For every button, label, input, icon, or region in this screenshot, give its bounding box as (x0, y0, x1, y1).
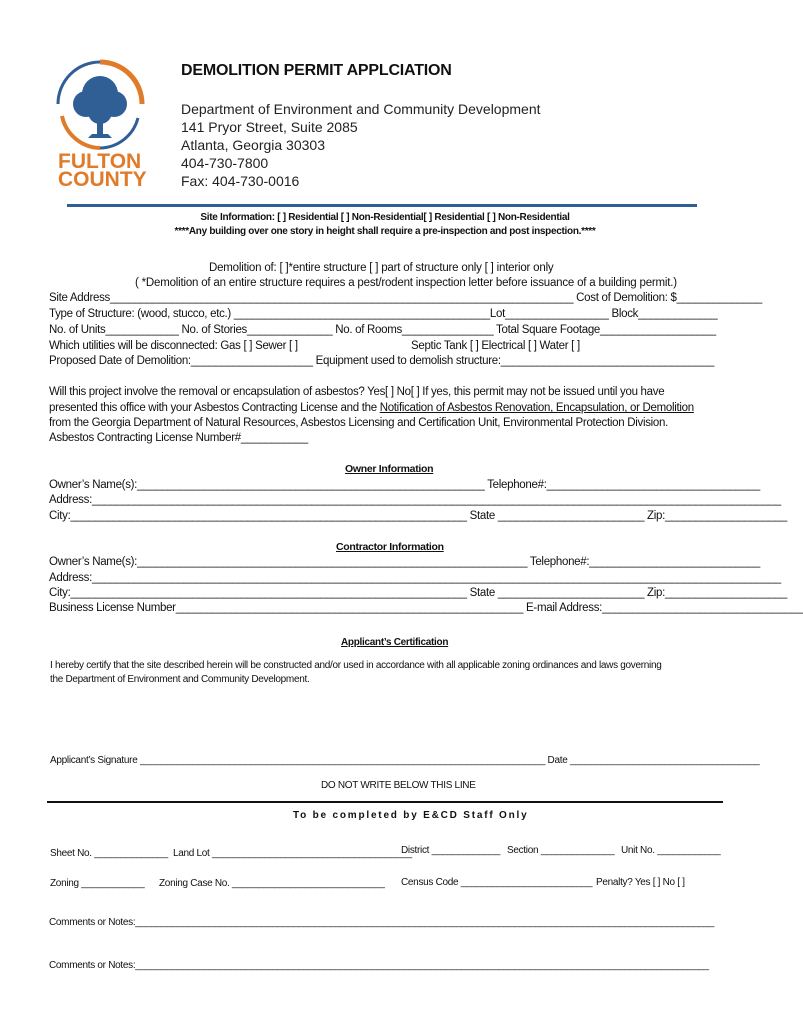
logo-text-fulton: FULTON (58, 150, 142, 173)
comments-notes-field-2[interactable]: Comments or Notes:_____________________________________________________________________________________________________________ (49, 960, 709, 971)
tree-seal-icon (52, 58, 148, 158)
logo-text-county: COUNTY (58, 168, 147, 191)
city-state-zip: Atlanta, Georgia 30303 (181, 137, 325, 153)
asbestos-license-text: presented this office with your Asbestos Contracting License and the (49, 402, 380, 414)
certification-text-line2: the Department of Environment and Community Development. (50, 674, 310, 685)
contractor-address-field[interactable]: Address:_________________________________________________________________________________________________________________ (49, 572, 781, 584)
pest-inspection-note: ( *Demolition of an entire structure requires a pest/rodent inspection letter before issuance of a building permit.) (135, 277, 677, 289)
type-of-structure-field[interactable]: Type of Structure: (wood, stucco, etc.) __________________________________________Lot_________________ Block_____________ (49, 308, 718, 320)
district-field[interactable]: District _____________ (401, 845, 501, 856)
asbestos-question[interactable]: Will this project involve the removal or encapsulation of asbestos? Yes[ ] No[ ] If yes, this permit may not be issued until you have (49, 386, 665, 398)
owner-address-field[interactable]: Address:_________________________________________________________________________________________________________________ (49, 494, 781, 506)
business-license-email-field[interactable]: Business License Number_________________________________________________________ E-mail Address:_________________________________ (49, 602, 803, 614)
sheet-no-field[interactable]: Sheet No. ______________ (50, 848, 168, 859)
land-lot-field[interactable]: Land Lot ______________________________________ (173, 848, 412, 859)
zoning-case-no-field[interactable]: Zoning Case No. _____________________________ (159, 878, 385, 889)
fax-number: Fax: 404-730-0016 (181, 173, 300, 189)
unit-no-field[interactable]: Unit No. ____________ (621, 845, 721, 856)
asbestos-department-note: from the Georgia Department of Natural Resources, Asbestos Licensing and Certification Unit, Environmental Protection Division. (49, 417, 668, 429)
applicant-signature-date-field[interactable]: Applicant’s Signature _____________________________________________________________________________ Date ____________________________________ (50, 755, 760, 766)
owner-city-state-zip-field[interactable]: City:_________________________________________________________________ State ________________________ Zip:____________________ (49, 510, 787, 522)
fulton-county-logo (52, 58, 148, 191)
contractor-city-state-zip-field[interactable]: City:_________________________________________________________________ State ________________________ Zip:____________________ (49, 587, 787, 599)
demolition-of-options[interactable]: Demolition of: [ ]*entire structure [ ] part of structure only [ ] interior only (209, 262, 554, 274)
phone-number: 404-730-7800 (181, 155, 269, 171)
comments-notes-field-1[interactable]: Comments or Notes:______________________________________________________________________________________________________________ (49, 917, 715, 928)
do-not-write-notice: DO NOT WRITE BELOW THIS LINE (321, 780, 476, 791)
utilities-septic-electrical-water[interactable]: Septic Tank [ ] Electrical [ ] Water [ ] (411, 340, 580, 352)
proposed-date-field[interactable]: Proposed Date of Demolition:____________________ Equipment used to demolish structure:___________________________________ (49, 355, 715, 367)
contractor-information-heading: Contractor Information (336, 541, 444, 553)
applicant-certification-heading: Applicant’s Certification (341, 637, 449, 648)
street-address: 141 Pryor Street, Suite 2085 (181, 119, 358, 135)
site-address-field[interactable]: Site Address____________________________________________________________________________ Cost of Demolition: $______________ (49, 292, 762, 304)
penalty-checkboxes[interactable]: Penalty? Yes [ ] No [ ] (596, 877, 685, 888)
asbestos-notification-link[interactable]: Notification of Asbestos Renovation, Encapsulation, or Demolition (379, 402, 694, 414)
certification-text-line1: I hereby certify that the site described herein will be constructed and/or used in accordance with all applicable zoning ordinances and laws governing (50, 660, 662, 671)
staff-section-divider (47, 801, 723, 803)
inspection-notice: ****Any building over one story in height shall require a pre-inspection and post inspection.**** (174, 226, 596, 237)
site-information-checkboxes[interactable]: Site Information: [ ] Residential [ ] Non-Residential[ ] Residential [ ] Non-Residential (200, 212, 570, 223)
asbestos-license-note (49, 402, 694, 414)
utilities-gas-sewer[interactable]: Which utilities will be disconnected: Gas [ ] Sewer [ ] (49, 340, 298, 352)
staff-only-heading: To be completed by E&CD Staff Only (293, 810, 529, 821)
owner-name-field[interactable]: Owner’s Name(s):_________________________________________________________ Telephone#:___________________________________ (49, 479, 760, 491)
section-field[interactable]: Section ______________ (507, 845, 615, 856)
department-name: Department of Environment and Community Development (181, 101, 541, 117)
owner-information-heading: Owner Information (345, 463, 434, 475)
header-divider (67, 204, 697, 207)
page-title: DEMOLITION PERMIT APPLCIATION (181, 62, 452, 79)
contractor-name-field[interactable]: Owner’s Name(s):________________________________________________________________ Telephone#:____________________________ (49, 556, 760, 568)
asbestos-license-number-field[interactable]: Asbestos Contracting License Number#___________ (49, 432, 308, 444)
census-code-field[interactable]: Census Code _________________________ (401, 877, 593, 888)
units-stories-rooms-field[interactable]: No. of Units____________ No. of Stories______________ No. of Rooms_______________ Total Square Footage___________________ (49, 324, 716, 336)
zoning-field[interactable]: Zoning ____________ (50, 878, 145, 889)
